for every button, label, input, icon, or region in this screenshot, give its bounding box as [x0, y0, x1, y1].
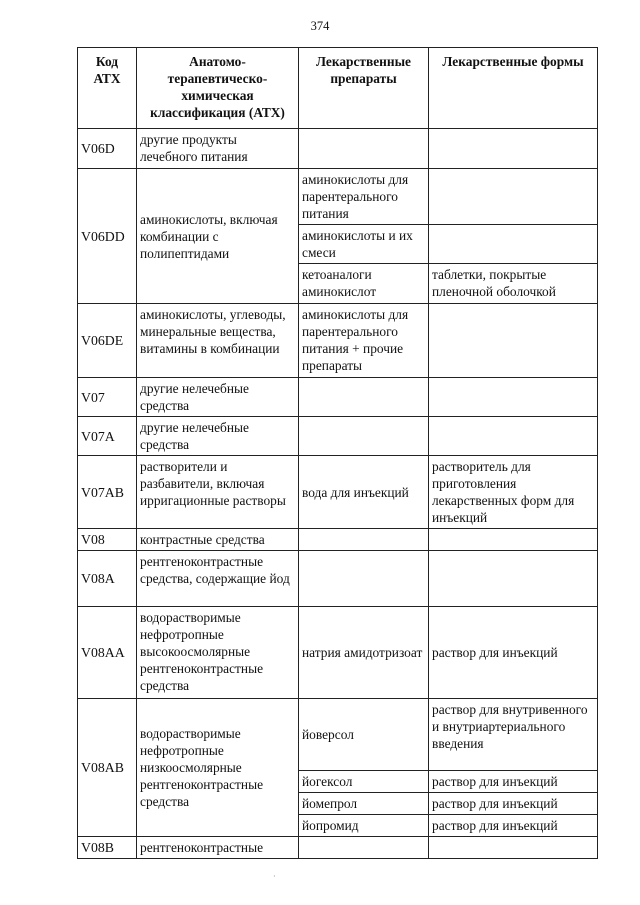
atc-code: V06D	[78, 129, 137, 169]
header-classification: Анатомо-терапевтическо-химическая классификация (АТХ)	[137, 48, 299, 129]
table-row	[78, 304, 598, 378]
table-row	[78, 456, 598, 529]
table-row	[78, 529, 598, 551]
drug-name: йоверсол	[299, 699, 429, 771]
atc-code: V07	[78, 378, 137, 417]
atc-code: V06DD	[78, 169, 137, 304]
table-row	[78, 607, 598, 699]
drug-form: раствор для инъекций	[429, 607, 598, 699]
drug-name: кетоаналоги аминокислот	[299, 264, 429, 304]
drug-form: растворитель для приготовления лекарственных форм для инъекций	[429, 456, 598, 529]
page-number: 374	[310, 19, 330, 33]
table-row	[78, 837, 598, 859]
atc-name: другие нелечебные средства	[137, 417, 299, 456]
header-code: Код АТХ	[78, 48, 137, 129]
drug-form: таблетки, покрытые пленочной оболочкой	[429, 264, 598, 304]
table-header-row	[78, 48, 598, 129]
drug-name: аминокислоты для парентерального питания	[299, 169, 429, 225]
table-row	[78, 129, 598, 169]
drug-form: раствор для инъекций	[429, 793, 598, 815]
drug-name: йогексол	[299, 771, 429, 793]
atc-name: другие продукты лечебного питания	[137, 129, 299, 169]
drug-name: аминокислоты для парентерального питания + прочие препараты	[299, 304, 429, 378]
page-mark: ·	[273, 872, 276, 881]
atc-name: водорастворимые нефротропные высокоосмолярные рентгеноконтрастные средства	[137, 607, 299, 699]
atc-name: контрастные средства	[137, 529, 299, 551]
header-drugs: Лекарственные препараты	[299, 48, 429, 129]
atc-name: рентгеноконтрастные средства, содержащие йод	[137, 551, 299, 607]
table-row	[78, 551, 598, 607]
atc-code: V08AB	[78, 699, 137, 837]
drug-name: аминокислоты и их смеси	[299, 225, 429, 264]
drug-form: раствор для внутривенного и внутриартериального введения	[429, 699, 598, 771]
drug-name: натрия амидотризоат	[299, 607, 429, 699]
atc-name: рентгеноконтрастные	[137, 837, 299, 859]
atc-code: V08AA	[78, 607, 137, 699]
atc-code: V08	[78, 529, 137, 551]
drug-form: раствор для инъекций	[429, 815, 598, 837]
atc-name: водорастворимые нефротропные низкоосмолярные рентгеноконтрастные средства	[137, 699, 299, 837]
atc-name: другие нелечебные средства	[137, 378, 299, 417]
table-row	[78, 699, 598, 771]
atc-code: V07AB	[78, 456, 137, 529]
drug-name: йомепрол	[299, 793, 429, 815]
atc-code: V07A	[78, 417, 137, 456]
atc-name: аминокислоты, углеводы, минеральные вещества, витамины в комбинации	[137, 304, 299, 378]
table-row	[78, 169, 598, 225]
atc-code: V08B	[78, 837, 137, 859]
atc-code: V08A	[78, 551, 137, 607]
atc-name: аминокислоты, включая комбинации с полипептидами	[137, 169, 299, 304]
atc-name: растворители и разбавители, включая ирригационные растворы	[137, 456, 299, 529]
atc-table	[77, 47, 598, 859]
table-row	[78, 417, 598, 456]
atc-code: V06DE	[78, 304, 137, 378]
drug-name: йопромид	[299, 815, 429, 837]
table-row	[78, 378, 598, 417]
drug-name: вода для инъекций	[299, 456, 429, 529]
drug-form: раствор для инъекций	[429, 771, 598, 793]
header-forms: Лекарственные формы	[429, 48, 598, 129]
